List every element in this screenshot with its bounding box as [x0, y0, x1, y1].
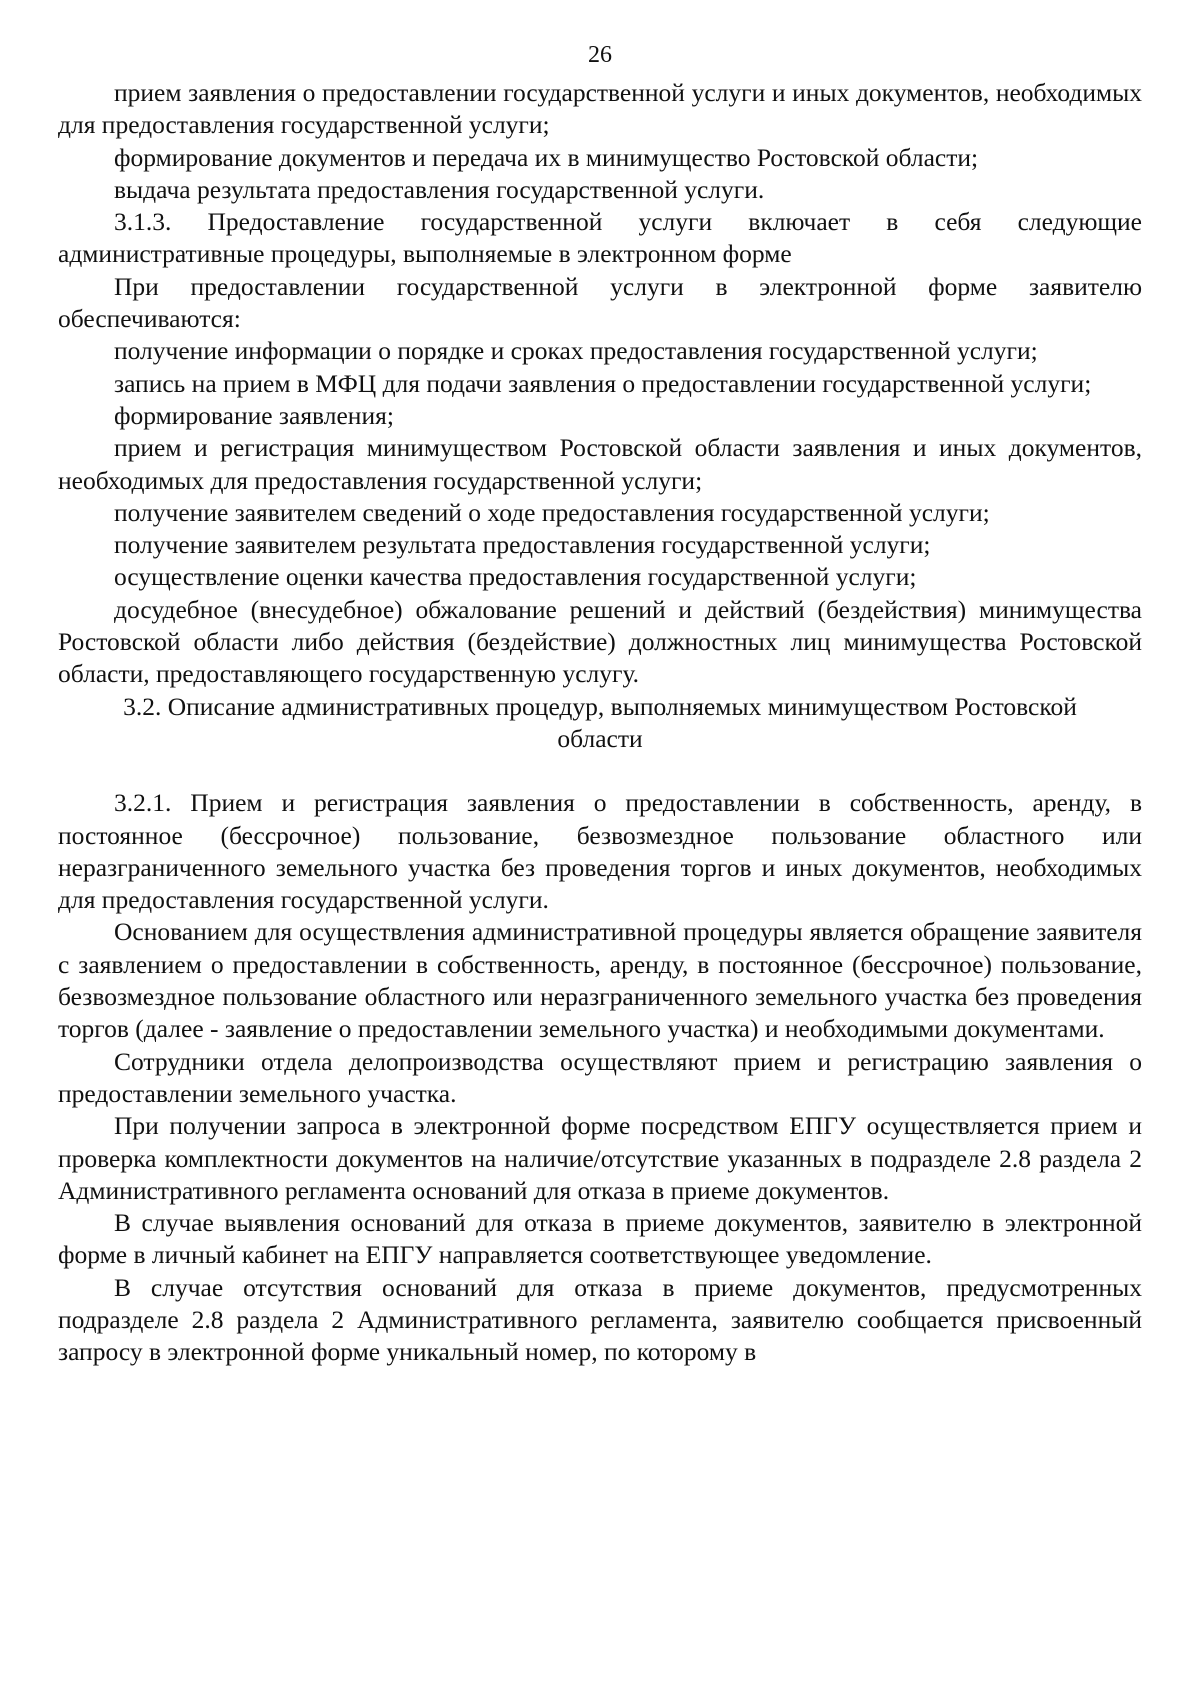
paragraph: Основанием для осуществления административной процедуры является обращение заявителя с заявлением о предоставлении в собственность, аренду, в постоянное (бессрочное) пользование, безвозмездное пользование областного или неразграниченного земельного участка без проведения торгов (далее - заявление о предоставлении земельного участка) и необходимыми документами. — [58, 917, 1142, 1044]
paragraph: получение информации о порядке и сроках предоставления государственной услуги; — [114, 336, 1038, 366]
section-heading: 3.2. Описание административных процедур, выполняемых минимуществом Ростовской области — [123, 691, 1077, 753]
paragraph: При предоставлении государственной услуги в электронной форме заявителю обеспечиваются: — [58, 271, 1142, 334]
paragraph: получение заявителем сведений о ходе предоставления государственной услуги; — [114, 497, 990, 527]
paragraph: В случае отсутствия оснований для отказа в приеме документов, предусмотренных подразделе 2.8 раздела 2 Административного регламента, заявителю сообщается присвоенный запросу в электронной форме уникальный номер, по которому в — [58, 1272, 1142, 1367]
paragraph: 3.2.1. Прием и регистрация заявления о предоставлении в собственность, аренду, в постоянное (бессрочное) пользование, безвозмездное пользование областного или неразграниченного земельного участка без проведения торгов и иных документов, необходимых для предоставления государственной услуги. — [58, 788, 1142, 915]
paragraph: досудебное (внесудебное) обжалование решений и действий (бездействия) минимущества Ростовской области либо действия (бездействие) должностных лиц минимущества Ростовской области, предоставляющего государственную услугу. — [58, 594, 1142, 689]
paragraph: прием и регистрация минимуществом Ростовской области заявления и иных документов, необходимых для предоставления государственной услуги; — [58, 433, 1142, 495]
paragraph: запись на прием в МФЦ для подачи заявления о предоставлении государственной услуги; — [114, 368, 1092, 398]
paragraph: 3.1.3. Предоставление государственной услуги включает в себя следующие административные процедуры, выполняемые в электронном форме — [58, 207, 1142, 269]
paragraph: В случае выявления оснований для отказа в приеме документов, заявителю в электронной форме в личный кабинет на ЕПГУ направляется соответствующее уведомление. — [58, 1208, 1142, 1270]
paragraph: выдача результата предоставления государственной услуги. — [114, 174, 765, 204]
paragraph: осуществление оценки качества предоставления государственной услуги; — [114, 562, 917, 592]
paragraph: Сотрудники отдела делопроизводства осуществляют прием и регистрацию заявления о предоставлении земельного участка. — [58, 1046, 1142, 1108]
paragraph: прием заявления о предоставлении государственной услуги и иных документов, необходимых для предоставления государственной услуги; — [58, 78, 1142, 140]
paragraph: формирование заявления; — [114, 400, 394, 430]
paragraph: При получении запроса в электронной форме посредством ЕПГУ осуществляется прием и проверка комплектности документов на наличие/отсутствие указанных в подразделе 2.8 раздела 2 Административного регламента оснований для отказа в приеме документов. — [58, 1111, 1142, 1205]
paragraph: формирование документов и передача их в минимущество Ростовской области; — [114, 142, 979, 172]
paragraph: получение заявителем результата предоставления государственной услуги; — [114, 530, 931, 560]
page-number: 26 — [588, 42, 612, 68]
document-page — [58, 40, 1142, 1369]
